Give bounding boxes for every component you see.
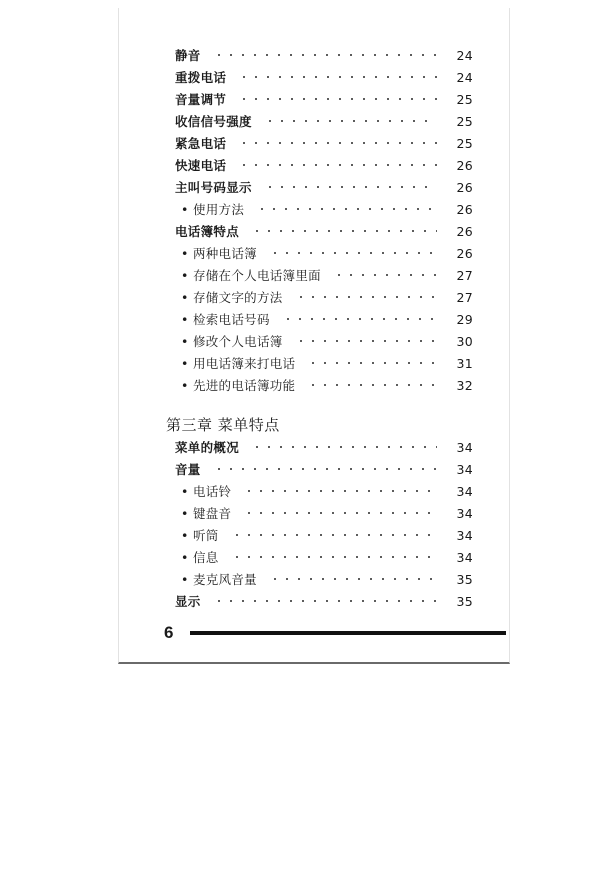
dot-leader xyxy=(213,54,437,56)
toc-entry-page: 34 xyxy=(456,483,473,499)
toc-entry xyxy=(175,374,473,396)
toc-entry xyxy=(175,198,473,220)
toc-entry-page: 27 xyxy=(456,289,473,305)
footer-rule xyxy=(190,631,506,635)
dot-leader xyxy=(231,534,437,536)
toc-entry-label: 电话簿特点 xyxy=(175,224,240,239)
toc-entry-label: 显示 xyxy=(175,594,201,609)
toc-entry-page: 34 xyxy=(456,527,473,543)
toc-entry-label: 静音 xyxy=(175,48,201,63)
dot-leader xyxy=(238,76,437,78)
dot-leader xyxy=(295,296,437,298)
toc-entry xyxy=(175,458,473,480)
toc-entry xyxy=(175,546,473,568)
toc-entry-label: • 麦克风音量 xyxy=(181,572,257,587)
toc-entry-page: 30 xyxy=(456,333,473,349)
toc-entry xyxy=(175,264,473,286)
dot-leader xyxy=(243,512,437,514)
dot-leader xyxy=(231,556,437,558)
toc-entry xyxy=(175,110,473,132)
toc-entry-page: 29 xyxy=(456,311,473,327)
dot-leader xyxy=(295,340,437,342)
dot-leader xyxy=(238,164,437,166)
toc-entry-label: • 存储文字的方法 xyxy=(181,290,283,305)
chapter-heading: 第三章 菜单特点 xyxy=(166,416,280,434)
dot-leader xyxy=(213,600,437,602)
dot-leader xyxy=(243,490,437,492)
toc-entry-page: 26 xyxy=(456,157,473,173)
toc-entry-label: • 存储在个人电话簿里面 xyxy=(181,268,321,283)
toc-entry-label: 主叫号码显示 xyxy=(175,180,252,195)
toc-entry xyxy=(175,220,473,242)
toc-entry-page: 26 xyxy=(456,245,473,261)
toc-entry xyxy=(175,436,473,458)
toc-entry-label: • 信息 xyxy=(181,550,219,565)
toc-entry-label: 菜单的概况 xyxy=(175,440,240,455)
toc-entry-label: 紧急电话 xyxy=(175,136,227,151)
toc-entry-page: 26 xyxy=(456,179,473,195)
dot-leader xyxy=(282,318,437,320)
toc-entry-page: 35 xyxy=(456,571,473,587)
toc-entry-page: 34 xyxy=(456,461,473,477)
toc-entry xyxy=(175,308,473,330)
dot-leader xyxy=(307,362,437,364)
toc-entry-page: 27 xyxy=(456,267,473,283)
toc-entry xyxy=(175,330,473,352)
toc-entry-page: 26 xyxy=(456,223,473,239)
toc-entry xyxy=(175,502,473,524)
toc-entry xyxy=(175,132,473,154)
toc-section-1 xyxy=(175,44,473,396)
dot-leader xyxy=(269,578,437,580)
toc-entry-page: 25 xyxy=(456,113,473,129)
toc-entry xyxy=(175,66,473,88)
toc-entry-page: 31 xyxy=(456,355,473,371)
toc-entry xyxy=(175,590,473,612)
toc-entry xyxy=(175,286,473,308)
dot-leader xyxy=(264,186,437,188)
toc-entry-label: • 听筒 xyxy=(181,528,219,543)
toc-entry-label: • 检索电话号码 xyxy=(181,312,270,327)
toc-entry xyxy=(175,176,473,198)
toc-entry xyxy=(175,524,473,546)
toc-entry xyxy=(175,352,473,374)
toc-entry-label: 快速电话 xyxy=(175,158,227,173)
toc-entry xyxy=(175,242,473,264)
toc-entry-page: 34 xyxy=(456,439,473,455)
toc-entry-label: • 两种电话簿 xyxy=(181,246,257,261)
toc-entry-page: 34 xyxy=(456,549,473,565)
toc-entry-page: 25 xyxy=(456,91,473,107)
toc-entry xyxy=(175,480,473,502)
toc-section-2 xyxy=(175,436,473,612)
toc-entry-label: • 使用方法 xyxy=(181,202,245,217)
toc-entry-page: 26 xyxy=(456,201,473,217)
toc-entry-page: 32 xyxy=(456,377,473,393)
toc-entry xyxy=(175,44,473,66)
toc-entry-label: 音量调节 xyxy=(175,92,227,107)
page-number: 6 xyxy=(164,623,174,642)
toc-entry-label: • 用电话簿来打电话 xyxy=(181,356,296,371)
toc-entry-label: • 电话铃 xyxy=(181,484,232,499)
dot-leader xyxy=(251,230,437,232)
toc-entry xyxy=(175,154,473,176)
toc-entry-label: • 先进的电话簿功能 xyxy=(181,378,296,393)
dot-leader xyxy=(307,384,437,386)
dot-leader xyxy=(256,208,437,210)
dot-leader xyxy=(238,142,437,144)
toc-entry xyxy=(175,88,473,110)
toc-entry-page: 24 xyxy=(456,69,473,85)
toc-entry-label: 收信信号强度 xyxy=(175,114,252,129)
toc-entry-page: 34 xyxy=(456,505,473,521)
toc-entry-page: 35 xyxy=(456,593,473,609)
dot-leader xyxy=(269,252,437,254)
toc-entry-page: 24 xyxy=(456,47,473,63)
toc-entry-page: 25 xyxy=(456,135,473,151)
dot-leader xyxy=(213,468,437,470)
dot-leader xyxy=(238,98,437,100)
toc-entry xyxy=(175,568,473,590)
dot-leader xyxy=(264,120,437,122)
toc-entry-label: • 键盘音 xyxy=(181,506,232,521)
toc-entry-label: 重拨电话 xyxy=(175,70,227,85)
dot-leader xyxy=(251,446,437,448)
toc-entry-label: 音量 xyxy=(175,462,201,477)
toc-entry-label: • 修改个人电话簿 xyxy=(181,334,283,349)
dot-leader xyxy=(333,274,437,276)
